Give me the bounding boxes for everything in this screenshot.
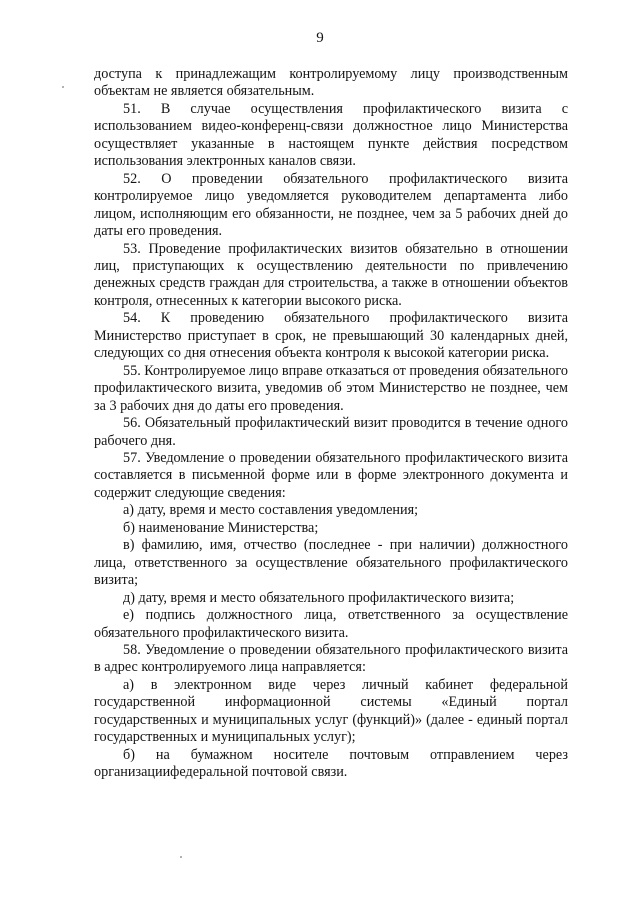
page-number: 9 <box>316 30 324 46</box>
paragraph-53: 53. Проведение профилактических визитов обязательно в отношении лиц, приступающих к осуществлению деятельности по привлечению денежных средств граждан для строительства, а также в отношении объектов контроля, отнесенных к категории высокого риска. <box>94 240 568 309</box>
paragraph-57-item-b: б) наименование Министерства; <box>123 519 319 536</box>
scan-speck <box>62 86 64 88</box>
paragraph-55: 55. Контролируемое лицо вправе отказаться от проведения обязательного профилактического визита, уведомив об этом Министерство не позднее, чем за 3 рабочих дня до даты его проведения. <box>94 362 568 414</box>
paragraph-52: 52. О проведении обязательного профилактического визита контролируемое лицо уведомляется руководителем департамента либо лицом, исполняющим его обязанности, не позднее, чем за 5 рабочих дней до даты его проведения. <box>94 170 568 240</box>
scan-speck <box>180 856 182 858</box>
paragraph-58: 58. Уведомление о проведении обязательного профилактического визита в адрес контролируемого лица направляется: <box>94 641 568 676</box>
paragraph-57: 57. Уведомление о проведении обязательного профилактического визита составляется в письменной форме или в форме электронного документа и содержит следующие сведения: <box>94 449 568 501</box>
paragraph-51: 51. В случае осуществления профилактического визита с использованием видео-конференц-связи должностное лицо Министерства осуществляет указанные в настоящем пункте действия посредством использования электронных каналов связи. <box>94 100 568 170</box>
paragraph-57-item-d: д) дату, время и место обязательного профилактического визита; <box>123 589 515 606</box>
paragraph-57-item-e: е) подпись должностного лица, ответственного за осуществление обязательного профилактического визита. <box>94 607 568 641</box>
paragraph-continuation: доступа к принадлежащим контролируемому лицу производственным объектам не является обязательным. <box>94 66 568 100</box>
paragraph-58-item-b: б) на бумажном носителе почтовым отправлением через организациифедеральной почтовой связи. <box>94 746 568 781</box>
paragraph-54: 54. К проведению обязательного профилактического визита Министерство приступает в срок, не превышающий 30 календарных дней, следующих со дня отнесения объекта контроля к высокой категории риска. <box>94 310 568 362</box>
paragraph-57-item-v: в) фамилию, имя, отчество (последнее - при наличии) должностного лица, ответственного за осуществление обязательного профилактического визита; <box>94 537 568 589</box>
paragraph-56: 56. Обязательный профилактический визит проводится в течение одного рабочего дня. <box>94 415 568 449</box>
paragraph-58-item-a: а) в электронном виде через личный кабинет федеральной государственной информационной системы «Единый портал государственных и муниципальных услуг (функций)» (далее - единый портал государственных и муниципальных услуг); <box>94 676 568 746</box>
paragraph-57-item-a: а) дату, время и место составления уведомления; <box>123 502 419 519</box>
document-body <box>94 66 568 782</box>
